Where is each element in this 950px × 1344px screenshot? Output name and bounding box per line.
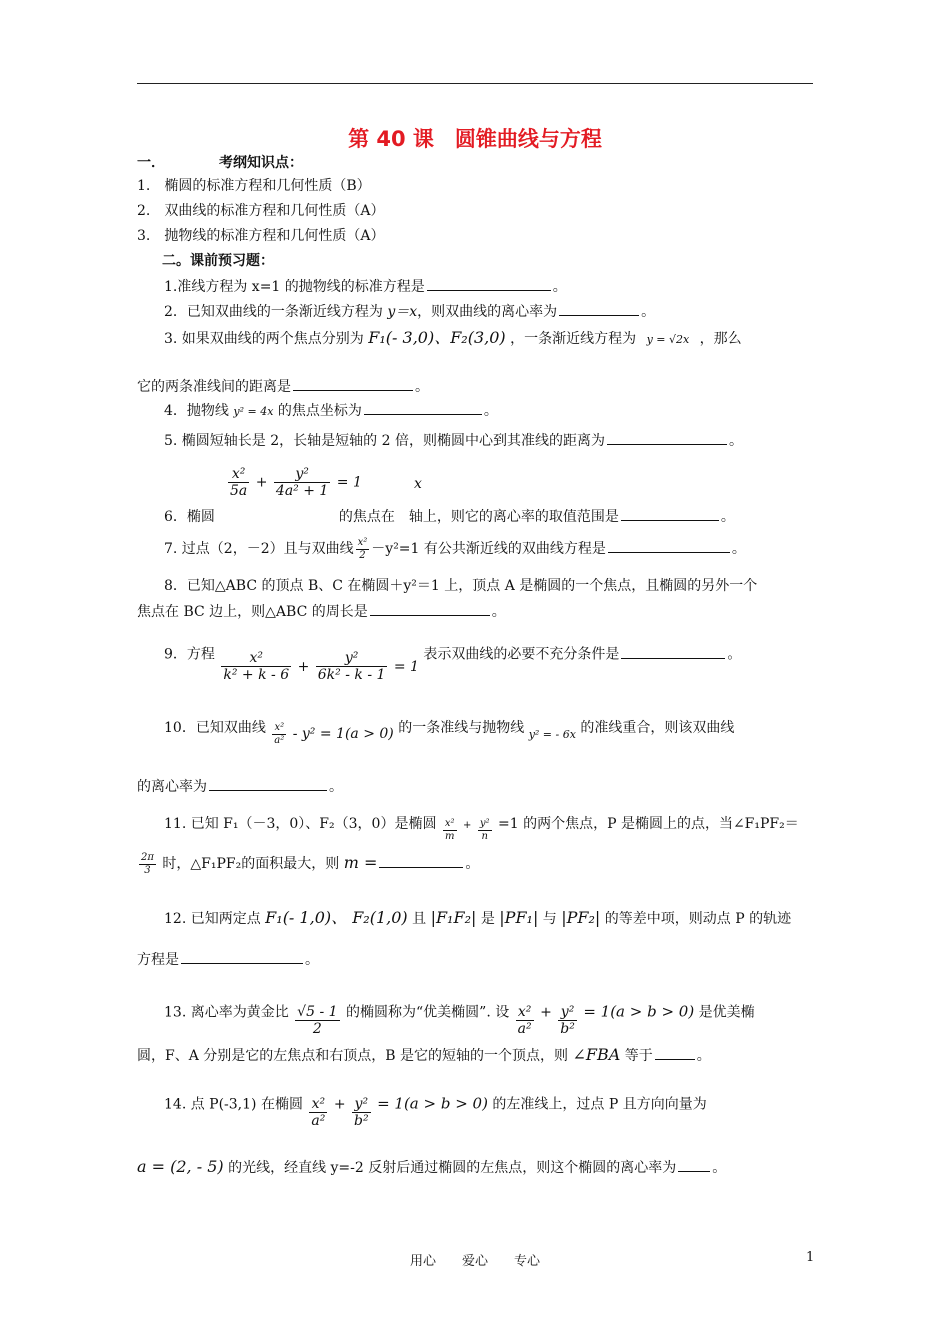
page-number: 1 (806, 1250, 815, 1265)
page-title: 第 40 课 圆锥曲线与方程 (348, 127, 602, 151)
question-12: 12. 已知两定点 F₁(- 1,0)、 F₂(1,0) 且 |F₁F₂| 是 |PF₁| 与 |PF₂| 的等差中项，则动点 P 的轨迹 (164, 908, 792, 927)
question-13: 13. 离心率为黄金比 $\frac{√5 - 1}{2}$ 的椭圆称为“优美椭圆”. 设 $\frac{\text{x²}}{\text{a²}}$ + $\frac{\text{y²}}{\text{b²}}$ = 1(a > b > 0) 是优美椭 (164, 1002, 755, 1038)
answer-blank-7 (608, 539, 730, 553)
question-8: 8．已知△ABC 的顶点 B、C 在椭圆＋y²＝1 上，顶点 A 是椭圆的一个焦点，且椭圆的另外一个 (164, 578, 758, 594)
answer-blank-1 (427, 277, 551, 291)
question-6-equation: $\frac{\text{x²}}{5a}$ + $\frac{\text{y²}}{\text{4a² + 1}}$ = 1 (230, 466, 362, 500)
section2-heading: 二。课前预习题： (162, 253, 274, 269)
answer-blank-13 (655, 1046, 695, 1060)
answer-blank-9 (621, 645, 725, 659)
answer-blank-10 (209, 777, 327, 791)
question-8-cont: 焦点在 BC 边上，则△ABC 的周长是 。 (137, 604, 506, 620)
question-3-cont: 它的两条准线间的距离是 。 (137, 379, 429, 395)
question-3: 3. 如果双曲线的两个焦点分别为 F₁(- 3,0)、F₂(3,0) ，一条渐近线方程为 y = √2x ，那么 (164, 328, 742, 347)
question-10-cont: 的离心率为 。 (137, 779, 343, 795)
question-12-cont: 方程是 。 (137, 952, 319, 968)
x-axis-label: x (414, 476, 422, 492)
section1-heading (137, 154, 303, 172)
question-9: 9．方程 $\frac{\text{x²}}{\text{k² + k - 6}}$ + $\frac{\text{y²}}{\text{6k² - k - 1}}$ = 1 表示双曲线的必要不充分条件是 。 (164, 646, 742, 684)
knowledge-item-2: 2. 双曲线的标准方程和几何性质（A） (137, 203, 385, 219)
page-footer: 用心 爱心 专心 (409, 1254, 540, 1269)
knowledge-item-1: 1. 椭圆的标准方程和几何性质（B） (137, 178, 371, 194)
knowledge-item-3: 3. 抛物线的标准方程和几何性质（A） (137, 228, 385, 244)
answer-blank-11 (379, 854, 463, 868)
section1-num: 一． (137, 155, 165, 171)
answer-blank-8 (370, 602, 490, 616)
question-14-cont: a = (2, - 5) 的光线，经直线 y=-2 反射后通过椭圆的左焦点，则这个椭圆的离心率为 。 (137, 1157, 727, 1176)
question-10: 10．已知双曲线 $\frac{\text{x²}}{\text{a²}}$ - y² = 1(a > 0) 的一条准线与抛物线 $_{y^2 = - 6x}$ 的准线重合，则该双曲线 (164, 720, 735, 746)
top-rule (137, 83, 813, 84)
answer-blank-3 (293, 377, 413, 391)
answer-blank-12 (181, 950, 303, 964)
answer-blank-6 (621, 507, 719, 521)
answer-blank-4 (364, 401, 482, 415)
question-7: 7. 过点（2，－2）且与双曲线 $\frac{\text{x²}}{2}$ －y²=1 有公共渐近线的双曲线方程是 。 (164, 537, 746, 561)
question-6: 6．椭圆 的焦点在 轴上，则它的离心率的取值范围是 。 (164, 509, 735, 525)
question-13-cont: 圆，F、A 分别是它的左焦点和右顶点，B 是它的短轴的一个顶点，则 ∠FBA 等于 。 (137, 1045, 711, 1064)
question-4: 4．抛物线 y² = 4x 的焦点坐标为 。 (164, 403, 498, 419)
question-5: 5. 椭圆短轴长是 2，长轴是短轴的 2 倍，则椭圆中心到其准线的距离为 。 (164, 433, 743, 449)
question-11: 11. 已知 F₁（－3，0）、F₂（3，0）是椭圆 $\frac{\text{x²}}{m}$ + $\frac{\text{y²}}{n}$ =1 的两个焦点，P 是椭圆上的点，当∠F₁PF₂＝ (164, 816, 799, 842)
question-11-cont: $\frac{2\pi}{3}$ 时，△F₁PF₂的面积最大，则 m = 。 (141, 852, 480, 876)
question-1: 1.准线方程为 x=1 的抛物线的标准方程是 。 (164, 279, 567, 295)
question-2: 2．已知双曲线的一条渐近线方程为 y＝x，则双曲线的离心率为 。 (164, 304, 656, 320)
question-14: 14. 点 P(-3,1) 在椭圆 $\frac{\text{x²}}{\text{a²}}$ + $\frac{\text{y²}}{\text{b²}}$ = 1(a > b > 0) 的左准线上，过点 P 且方向向量为 (164, 1094, 707, 1130)
section1-title: 考纲知识点： (219, 155, 303, 171)
answer-blank-2 (559, 302, 639, 316)
answer-blank-5 (607, 431, 727, 445)
answer-blank-14 (678, 1158, 710, 1172)
